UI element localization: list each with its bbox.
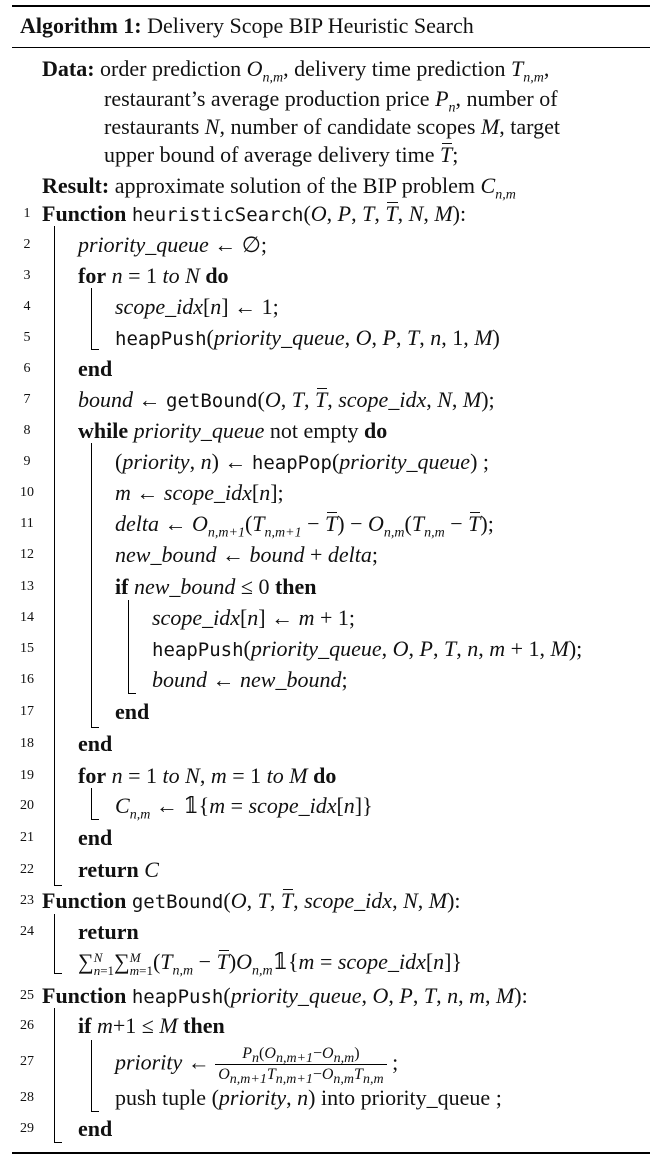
line-25-function-heap-push: Function heapPush(priority_queue, O, P, T, n, m, M): [42,983,528,1008]
line-number: 24 [20,924,34,939]
for-keyword: for [78,263,107,288]
line-2-init-queue: priority_queue ← ∅; [78,232,268,257]
line-number: 16 [20,672,34,687]
data-keyword: Data: [42,56,95,81]
line-number: 6 [23,361,31,376]
not-empty-text: not empty [269,418,359,443]
line-11-delta: delta ← $O_{n,m+1}(T_{n,m+1} - T) - O_{n,m}(T_{n,m} - T)$; [115,511,494,541]
line-number: 26 [20,1018,34,1033]
line-29-end [78,1115,112,1143]
var-scope-idx: scope_idx [152,605,240,630]
line-number: 15 [20,641,34,656]
result-keyword: Result: [42,173,110,198]
var-bound: bound [249,542,305,567]
var-priority: priority [122,449,190,474]
indent-bar [91,288,92,350]
line-number: 23 [20,893,34,908]
line-23-function-get-bound: Function getBound(O, T, T, scope_idx, N, M): [42,888,461,913]
var-new-bound: new_bound [115,542,217,567]
for-keyword: for [78,763,107,788]
data-line-2: restaurant’s average production price $P_n$, number of [104,86,558,116]
caption-rule [12,47,650,48]
line-number: 29 [20,1121,34,1136]
result-line: Result: approximate solution of the BIP problem $C_{n,m}$ [42,173,516,203]
line-1-function-heuristic-search: Function heuristicSearch(O, P, T, T, N, M): [42,201,467,226]
indent-hook [54,885,62,886]
line-number: 27 [20,1054,34,1069]
algorithm-block [12,0,650,1164]
line-number: 12 [20,547,34,562]
var-priority-queue: priority_queue [78,232,209,257]
var-scope-idx: scope_idx [338,387,427,412]
var-priority-queue: priority_queue [230,983,362,1008]
var-delta: delta [327,542,372,567]
line-22-return: return C [78,857,159,882]
end-keyword: end [78,1116,113,1141]
var-scope-idx: scope_idx [248,793,337,818]
end-keyword: end [115,699,150,724]
line-number: 22 [20,862,34,877]
line-number: 21 [20,830,34,845]
indent-bar [54,914,55,974]
do-keyword: do [205,263,229,288]
var-priority-queue: priority_queue [213,325,345,350]
line-24-return [78,918,139,946]
var-new-bound: new_bound [240,667,342,692]
caption-title: Delivery Scope BIP Heuristic Search [147,13,474,38]
indent-hook [91,349,99,350]
end-keyword: end [78,825,113,850]
top-rule [12,5,650,7]
var-new-bound: new_bound [133,574,236,599]
var-priority-queue: priority_queue [339,449,471,474]
function-name: heuristicSearch [131,204,304,226]
function-name: getBound [166,390,258,412]
priority-fraction: $\frac{P_n(O_{n,m+1}-O_{n,m})}{O_{n,m+1}T_{n,m+1}-O_{n,m}T_{n,m}}$ [215,1044,386,1085]
indent-hook [54,973,62,974]
line-19-for: for n = 1 to N, m = 1 to M do [78,763,337,788]
do-keyword: do [364,418,388,443]
var-scope-idx: scope_idx [304,888,393,913]
line-number: 19 [20,768,34,783]
line-number: 17 [20,704,34,719]
line-number: 14 [20,610,34,625]
var-bound: bound [78,387,133,412]
data-line-3: restaurants N, number of candidate scopes M, target [104,114,560,139]
function-name: heapPush [152,639,244,661]
end-keyword: end [78,356,113,381]
var-priority: priority [218,1085,287,1110]
indent-hook [54,1142,62,1143]
push-tuple-text: push tuple [115,1085,207,1110]
line-number: 5 [23,330,31,345]
indent-hook [91,727,99,728]
if-keyword: if [115,574,129,599]
bottom-rule [12,1152,650,1154]
line-20-indicator: $C_{n,m}$ ← 𝟙{m = scope_idx[n]} [115,793,373,823]
data-line-1: Data: order prediction $O_{n,m}$, delivery time prediction $T_{n,m}$, [42,56,550,86]
function-name: heapPush [115,328,207,350]
return-keyword: return [78,857,139,882]
line-number: 10 [20,485,34,500]
line-26-if: if m+1 ≤ M then [78,1013,225,1038]
line-9-heap-pop: (priority, n) ← heapPop(priority_queue) ; [115,449,490,474]
line-6-end [78,355,112,383]
var-bound: bound [152,667,207,692]
line-number: 7 [23,392,31,407]
line-10-m: m ← scope_idx[n]; [115,480,284,505]
line-number: 28 [20,1090,34,1105]
indent-bar [91,443,92,728]
line-12-new-bound: new_bound ← bound + delta; [115,542,378,567]
indent-bar [128,600,129,694]
var-scope-idx: scope_idx [337,949,426,974]
while-keyword: while [78,418,129,443]
var-delta: delta [115,511,159,536]
line-number: 3 [23,268,31,283]
line-7-bound: bound ← getBound(O, T, T, scope_idx, N, M); [78,387,495,412]
line-3-for: for n = 1 to N do [78,263,229,288]
var-priority: priority [115,1049,183,1075]
indent-bar [54,226,55,886]
data-line-4: upper bound of average delivery time T; [104,142,459,167]
line-number: 1 [23,206,31,221]
then-keyword: then [183,1013,225,1038]
line-5-heap-push: heapPush(priority_queue, O, P, T, n, 1, M) [115,325,500,350]
line-18-end [78,730,112,758]
indent-bar [91,788,92,820]
line-16-bound-update: bound ← new_bound; [152,667,348,692]
indent-hook [128,693,136,694]
line-14-scope-update: scope_idx[n] ← m + 1; [152,605,356,630]
line-4-assign-scope: scope_idx[n] ← 1; [115,294,279,319]
do-keyword: do [313,763,337,788]
function-keyword: Function [42,983,127,1008]
line-number: 8 [23,423,31,438]
algorithm-caption [20,12,474,40]
line-number: 11 [20,516,34,531]
end-keyword: end [78,731,113,756]
function-name: getBound [131,891,224,913]
line-24-sum-expression: ∑N n=1∑M $m=1(T_{n,m}$ − $T)O_{n,m}𝟙\{m$ = scope_idx[n]} [78,949,463,979]
line-number: 18 [20,736,34,751]
line-17-end [115,698,149,726]
caption-label: Algorithm 1: [20,13,142,38]
var-scope-idx: scope_idx [115,294,203,319]
line-number: 9 [23,454,31,469]
function-name: heapPush [131,986,224,1008]
line-number: 25 [20,988,34,1003]
indent-bar [54,1008,55,1143]
line-number: 20 [20,798,34,813]
return-keyword: return [78,919,139,944]
line-number: 13 [20,579,34,594]
var-priority-queue: priority_queue [250,636,382,661]
if-keyword: if [78,1013,92,1038]
function-keyword: Function [42,201,127,226]
function-name: heapPop [251,452,332,474]
line-28-push-tuple: push tuple (priority, n) into priority_queue ; [115,1085,502,1110]
line-8-while [78,417,387,445]
function-keyword: Function [42,888,127,913]
indent-hook [91,1111,99,1112]
line-15-heap-push: heapPush(priority_queue, O, P, T, n, m + 1, M); [152,636,583,661]
var-priority-queue: priority_queue [133,418,265,443]
line-number: 2 [23,237,31,252]
into-queue-text: into priority_queue ; [320,1085,502,1110]
indent-bar [91,1040,92,1112]
var-scope-idx: scope_idx [163,480,252,505]
then-keyword: then [274,574,317,599]
line-21-end [78,824,112,852]
line-number: 4 [23,299,31,314]
indent-hook [91,819,99,820]
line-13-if: if new_bound ≤ 0 then [115,574,317,599]
line-27-priority: priority ← $\frac{P_n(O_{n,m+1}-O_{n,m})}{O_{n,m+1}T_{n,m+1}-O_{n,m}T_{n,m}}$ ; [115,1045,399,1088]
